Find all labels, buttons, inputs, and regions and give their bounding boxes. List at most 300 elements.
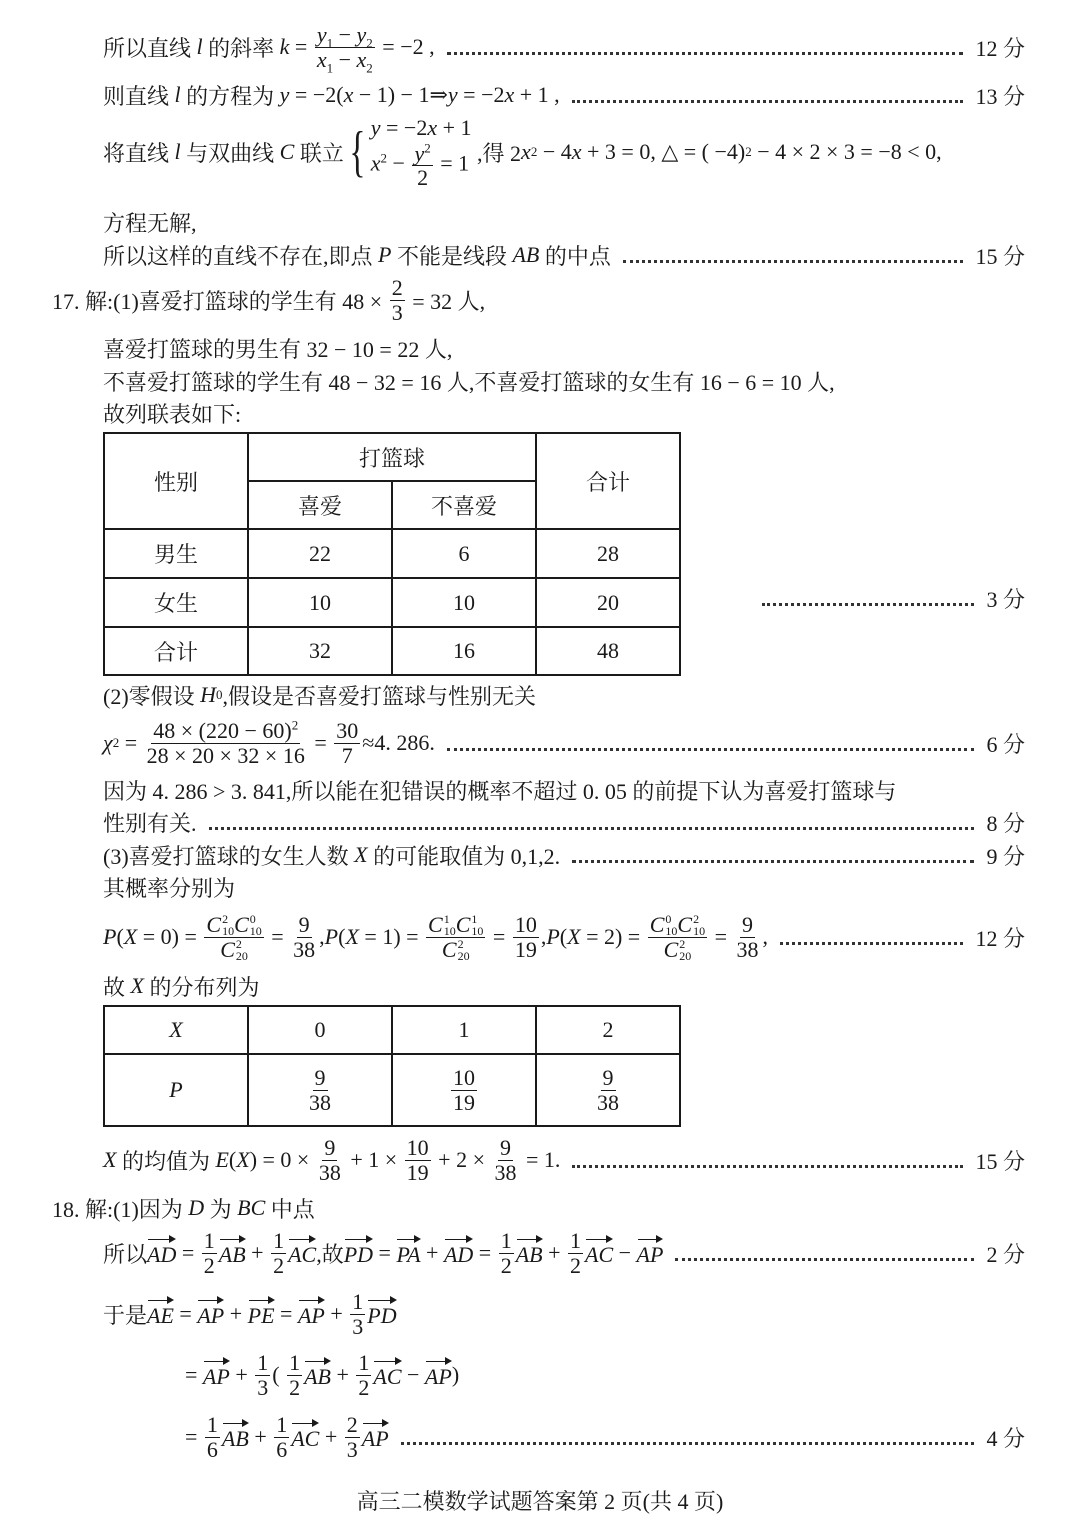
x-value: 0 — [248, 1006, 392, 1054]
p-value — [248, 1054, 392, 1126]
text-run: = 1) = — [358, 924, 425, 949]
text-run: 1 — [352, 1289, 364, 1315]
text-run: 2 — [273, 1252, 285, 1278]
vector: AD — [444, 1238, 473, 1268]
math-variable: X — [236, 1147, 250, 1172]
vector: AP — [362, 1422, 389, 1452]
vector: AC — [291, 1422, 319, 1452]
fraction — [204, 913, 263, 962]
fraction — [291, 913, 317, 960]
text-run: 1 — [257, 1350, 269, 1376]
vector: AC — [288, 1238, 316, 1268]
text-run: + 1 — [437, 115, 472, 141]
score-label: 15 分 — [975, 243, 1025, 269]
text-run: + — [324, 1301, 349, 1326]
combination — [664, 938, 692, 962]
text-run: 所以直线 — [103, 35, 197, 61]
text-run: 30 — [336, 718, 359, 744]
line-probs-intro — [103, 867, 235, 907]
text-run: ,得 2 — [471, 140, 522, 166]
fraction — [315, 22, 375, 75]
text-run: 的中点 — [539, 243, 611, 269]
vector: PD — [344, 1238, 373, 1268]
fraction — [568, 1229, 583, 1276]
math-variable: E — [215, 1147, 229, 1172]
math-variable: l — [174, 139, 181, 164]
text-run: + 3 = 0, △ = ( −4) — [581, 139, 746, 164]
text-run: (3)喜爱打篮球的女生人数 — [103, 843, 355, 869]
text-run: 2 — [358, 1374, 370, 1400]
denominator — [440, 938, 472, 962]
text-run: − — [613, 1240, 637, 1265]
dot-leader — [447, 52, 964, 55]
combination-sub: 10 — [443, 923, 456, 938]
text-run: = — [709, 924, 733, 949]
text-run: 1 — [570, 1228, 581, 1254]
text-run: 1 — [276, 1412, 288, 1438]
text-run: 38 — [736, 936, 759, 962]
text-run: ,故 — [316, 1241, 344, 1267]
math-variable: x — [521, 139, 531, 164]
score-label: 4 分 — [986, 1425, 1025, 1451]
text-run: = −2( — [289, 82, 344, 107]
contingency-table — [103, 432, 681, 676]
math-variable: x — [316, 46, 327, 72]
header-basketball: 打篮球 — [248, 433, 536, 481]
text-run: − — [387, 150, 411, 176]
combination-symbol: C — [428, 911, 443, 937]
combination-symbol: C — [234, 911, 249, 937]
denominator — [499, 1254, 514, 1277]
denominator — [218, 938, 250, 962]
equation-system — [344, 115, 472, 189]
text-run: 19 — [514, 936, 537, 962]
combination-indices — [471, 913, 483, 937]
text-run: , — [540, 924, 547, 949]
math-variable: P — [324, 924, 339, 949]
line-vector-ae — [103, 1289, 397, 1339]
vector: PA — [396, 1238, 420, 1268]
numerator — [274, 1413, 289, 1437]
text-run: ( — [272, 1362, 286, 1387]
combination — [650, 913, 678, 937]
cell-like: 32 — [248, 627, 392, 675]
combination-indices — [250, 913, 262, 937]
vector: AB — [219, 1238, 246, 1268]
text-run: 9 — [742, 912, 754, 938]
fraction — [271, 1229, 286, 1276]
subscript: 2 — [366, 35, 373, 51]
text-run: = — [119, 730, 143, 755]
line-probabilities — [103, 911, 1025, 963]
text-run: + — [229, 1362, 254, 1387]
math-variable: C — [279, 139, 295, 164]
text-run: 2 — [346, 1412, 358, 1438]
text-run: 将直线 — [103, 140, 175, 166]
dot-leader — [572, 860, 974, 863]
dot-leader — [675, 1258, 974, 1261]
text-run: = — [176, 1240, 200, 1265]
math-variable: x — [504, 82, 515, 107]
line-distribution-intro — [103, 966, 259, 1006]
score-label: 12 分 — [975, 925, 1025, 951]
cell-like: 22 — [248, 529, 392, 578]
text-run: 2 — [570, 1252, 581, 1278]
numerator — [350, 1290, 365, 1314]
text-run: 2 — [391, 275, 403, 301]
score-label: 15 分 — [975, 1148, 1025, 1174]
table-row — [104, 627, 680, 675]
text-run: 19 — [406, 1159, 429, 1185]
text-run: 1 — [500, 1228, 512, 1254]
math-variable: AB — [512, 242, 540, 267]
text-run: 3 — [346, 1436, 358, 1462]
line-vector-result — [185, 1412, 1025, 1462]
vector: AP — [298, 1299, 325, 1329]
cell-like: 10 — [248, 578, 392, 627]
fraction — [412, 142, 432, 189]
combination-indices — [222, 913, 234, 937]
combination-sub: 20 — [235, 948, 248, 963]
text-run: = — [487, 924, 511, 949]
fraction — [287, 1351, 302, 1398]
fraction — [499, 1229, 514, 1276]
text-run: = −2 — [380, 115, 428, 141]
denominator — [662, 938, 694, 962]
system-row — [371, 115, 472, 141]
math-variable: y — [414, 140, 425, 166]
line-chi-square: χ 2 = $\frac{48 \times (220 - 60)^2}{28 \times 20 \times 32 \times 16}$ = $\frac{30}{7}$ ≈4. 286. 6 分 — [103, 718, 1025, 768]
text-run: + — [224, 1301, 248, 1326]
table-row — [104, 1006, 680, 1054]
numerator — [204, 913, 263, 938]
text-run: + — [330, 1362, 355, 1387]
text-run: 性别有关. — [103, 810, 197, 836]
text-run: 故列联表如下: — [103, 401, 242, 427]
table-row — [104, 578, 680, 627]
cell-dislike: 16 — [392, 627, 536, 675]
text-run: 于是 — [103, 1302, 148, 1328]
text-run: = — [473, 1240, 497, 1265]
text-run: ( — [228, 1147, 237, 1172]
math-variable: χ — [103, 730, 113, 755]
line-hypothesis: (2)零假设 H 0 ,假设是否喜爱打篮球与性别无关 — [103, 675, 536, 715]
text-run: = — [265, 924, 290, 949]
combination-indices — [444, 913, 456, 937]
text-run: = — [373, 1240, 397, 1265]
combination-sub: 10 — [665, 923, 678, 938]
text-run: 38 — [293, 936, 316, 962]
vector: AP — [197, 1299, 224, 1329]
text-run: ( — [338, 924, 346, 949]
x-value: 2 — [536, 1006, 680, 1054]
line-conclusion-16 — [103, 235, 1025, 275]
numerator — [356, 1351, 371, 1375]
vector: AB — [222, 1422, 249, 1452]
line-vector-ad — [103, 1228, 1025, 1278]
text-run: = 1. — [520, 1147, 561, 1172]
text-run: − — [333, 22, 357, 48]
text-run: 不能是线段 — [391, 243, 513, 269]
denominator — [415, 166, 430, 189]
system-rows — [371, 115, 472, 189]
text-run: 因为 4. 286 > 3. 841,所以能在犯错误的概率不超过 0. 05 的前提下认为喜爱打篮球与 — [103, 778, 897, 804]
numerator — [648, 913, 707, 938]
math-variable: x — [427, 115, 438, 141]
combination-symbol: C — [455, 911, 471, 937]
numerator — [405, 1136, 431, 1160]
superscript: 2 — [291, 718, 299, 734]
text-run: 1 — [203, 1228, 215, 1254]
text-run: = 2) = — [580, 924, 646, 949]
text-run: ) = 0 × — [249, 1147, 315, 1172]
score-label: 6 分 — [986, 731, 1025, 757]
math-variable: X — [130, 973, 144, 998]
text-run: 2 — [289, 1374, 301, 1400]
math-variable: X — [567, 924, 581, 949]
combination-symbol: C — [220, 936, 235, 962]
table-row — [104, 529, 680, 578]
math-variable: k — [279, 34, 290, 59]
fraction — [350, 1290, 365, 1337]
dot-leader — [209, 827, 975, 830]
text-run: 48 × (220 − 60) — [153, 718, 292, 744]
numerator — [271, 1229, 286, 1253]
text-run: = −2 — [457, 82, 505, 107]
p-num: 10 — [453, 1065, 475, 1091]
text-run: = 1 — [434, 150, 470, 176]
fraction — [202, 1229, 217, 1276]
math-variable: BC — [237, 1195, 266, 1220]
text-run: + — [248, 1424, 273, 1449]
combination — [677, 913, 705, 937]
math-variable: X — [103, 1147, 117, 1172]
score-label: 3 分 — [986, 586, 1025, 612]
dot-leader — [780, 942, 963, 945]
line-expectation — [103, 1135, 1025, 1185]
combination-sub: 20 — [457, 948, 470, 963]
vector: AB — [516, 1238, 543, 1268]
numerator — [255, 1351, 270, 1375]
cell-total: 48 — [536, 627, 680, 675]
dot-leader — [623, 260, 964, 263]
denominator — [255, 1376, 270, 1399]
math-variable: P — [546, 924, 560, 949]
combination-symbol: C — [663, 936, 679, 962]
subscript: 1 — [326, 59, 334, 75]
numerator — [345, 1413, 360, 1437]
combination — [220, 938, 248, 962]
combination-indices — [236, 938, 248, 962]
text-run: 1 — [289, 1350, 301, 1376]
text-run: 3 — [352, 1313, 364, 1339]
x-label: X — [104, 1006, 248, 1054]
combination-sup: 0 — [665, 911, 672, 926]
denominator — [315, 46, 375, 75]
text-run: + — [319, 1424, 343, 1449]
distribution-table — [103, 1005, 681, 1127]
text-run: + — [245, 1240, 270, 1265]
text-run: 则直线 — [103, 83, 175, 109]
numerator — [412, 142, 432, 166]
numerator — [287, 1351, 302, 1375]
math-variable: P — [103, 924, 117, 949]
denominator — [274, 1438, 289, 1461]
numerator — [151, 719, 300, 743]
line-vector-step — [185, 1350, 460, 1400]
score-label: 12 分 — [975, 35, 1025, 61]
text-run: 的均值为 — [116, 1148, 216, 1174]
text-run: 的分布列为 — [143, 974, 260, 1000]
math-variable: x — [370, 150, 381, 176]
p-num: 9 — [314, 1065, 326, 1091]
denominator — [513, 938, 539, 961]
vector: AC — [373, 1360, 401, 1390]
q18-heading — [52, 1188, 315, 1228]
text-run: 2 — [500, 1252, 512, 1278]
combination-symbol: C — [206, 911, 222, 937]
text-run: 2 — [417, 164, 429, 190]
subscript: 2 — [366, 59, 373, 75]
text-run: , — [762, 924, 769, 949]
math-variable: D — [188, 1195, 205, 1220]
text-run: 10 — [514, 912, 537, 938]
text-run: ≈4. 286. — [362, 730, 435, 755]
text-run: − 4 — [537, 139, 572, 164]
combination-indices — [665, 913, 677, 937]
page-footer: 高三二模数学试题答案第 2 页(共 4 页) — [356, 1489, 724, 1514]
header-dislike: 不喜爱 — [392, 481, 536, 529]
vector: AP — [203, 1360, 230, 1390]
text-run: 所以这样的直线不存在,即点 — [103, 243, 379, 269]
line-table-intro — [103, 393, 241, 433]
text-run: 10 — [406, 1135, 429, 1161]
text-run: = 32 人, — [406, 288, 486, 314]
text-run: 2 — [203, 1252, 215, 1278]
text-run: 其概率分别为 — [103, 875, 236, 901]
denominator — [493, 1161, 519, 1184]
numerator — [205, 1413, 220, 1437]
fraction — [274, 1413, 289, 1460]
denominator — [568, 1254, 583, 1277]
text-run: 故 — [103, 974, 131, 1000]
combination — [206, 913, 234, 937]
text-run: , — [319, 924, 325, 949]
dot-leader — [447, 748, 975, 751]
combination-sub: 10 — [249, 923, 262, 938]
text-run: + — [420, 1240, 444, 1265]
text-run: 所以 — [103, 1241, 148, 1267]
fraction — [405, 1136, 431, 1183]
dot-leader — [762, 603, 974, 606]
denominator — [205, 1438, 220, 1461]
text-run: 18. 解:(1)因为 — [52, 1196, 189, 1222]
text-run: 17. 解:(1)喜爱打篮球的学生有 48 × — [52, 288, 388, 314]
math-variable: l — [174, 82, 181, 107]
text-run: 1 — [273, 1228, 285, 1254]
text-run: ( — [559, 924, 568, 949]
denominator — [390, 301, 405, 324]
combination — [456, 913, 484, 937]
line-equation — [103, 75, 1025, 115]
line-system: 将直线 l 与双曲线 C 联立 { y = −2x + 1 $x^2$ − $\frac{y^2}{2}$ = 1 ,得 2 x 2 − 4 x + 3 = 0, △ = ( −4) 2 − 4 × 2 × 3 = −8 < 0, — [103, 115, 942, 190]
row-label: 合计 — [104, 627, 248, 675]
fraction — [356, 1351, 371, 1398]
p-value — [536, 1054, 680, 1126]
score-label: 13 分 — [975, 83, 1025, 109]
fraction — [513, 913, 539, 960]
fraction — [205, 1413, 220, 1460]
p-value — [392, 1054, 536, 1126]
math-variable: x — [343, 82, 354, 107]
text-run: 方程无解, — [103, 210, 197, 236]
text-run: + 2 × — [432, 1147, 491, 1172]
numerator — [498, 1136, 513, 1160]
denominator — [317, 1161, 343, 1184]
fraction — [648, 913, 707, 962]
brace-icon: { — [349, 121, 366, 183]
combination-sub: 10 — [222, 923, 235, 938]
text-run: = 0) = — [137, 924, 203, 949]
score-label: 2 分 — [986, 1241, 1025, 1267]
fraction — [145, 719, 307, 766]
denominator — [287, 1376, 302, 1399]
text-run: = — [274, 1301, 298, 1326]
combination — [428, 913, 456, 937]
combination-sup: 1 — [443, 911, 450, 926]
text-run: 不喜爱打篮球的学生有 48 − 32 = 16 人,不喜爱打篮球的女生有 16 − 6 = 10 人, — [103, 369, 835, 395]
subscript: 1 — [326, 35, 334, 51]
line-slope — [103, 22, 1025, 75]
text-run: 与双曲线 — [180, 140, 280, 166]
math-variable: X — [123, 924, 138, 949]
superscript: 2 — [424, 140, 431, 156]
cell-total: 28 — [536, 529, 680, 578]
numerator — [315, 22, 375, 51]
math-variable: X — [345, 924, 359, 949]
text-run: = — [185, 1362, 203, 1387]
numerator — [322, 1136, 337, 1160]
text-run: 1 — [206, 1412, 218, 1438]
denominator — [202, 1254, 217, 1277]
fraction — [735, 913, 761, 960]
p-den: 38 — [597, 1089, 619, 1115]
fraction — [390, 276, 405, 323]
text-run: 6 — [206, 1436, 218, 1462]
denominator — [735, 938, 761, 961]
text-run: = — [185, 1424, 203, 1449]
combination-sup: 0 — [249, 911, 256, 926]
vector: AB — [304, 1360, 331, 1390]
text-run: = — [173, 1301, 198, 1326]
text-run: 为 — [204, 1196, 238, 1222]
text-run: − 4 × 2 × 3 = −8 < 0, — [751, 139, 942, 164]
denominator — [340, 744, 355, 767]
text-run: 喜爱打篮球的男生有 32 − 10 = 22 人, — [103, 336, 453, 362]
cell-dislike: 10 — [392, 578, 536, 627]
vector: PD — [367, 1299, 396, 1329]
combination — [442, 938, 470, 962]
text-run: 9 — [324, 1135, 336, 1161]
numerator — [297, 913, 312, 937]
text-run: 6 — [276, 1436, 288, 1462]
combination-sub: 20 — [679, 948, 692, 963]
numerator — [426, 913, 485, 938]
text-run: 的可能取值为 0,1,2. — [367, 843, 561, 869]
text-run: (2)零假设 — [103, 683, 201, 709]
combination-sup: 2 — [222, 911, 229, 926]
text-run: = — [289, 34, 313, 59]
